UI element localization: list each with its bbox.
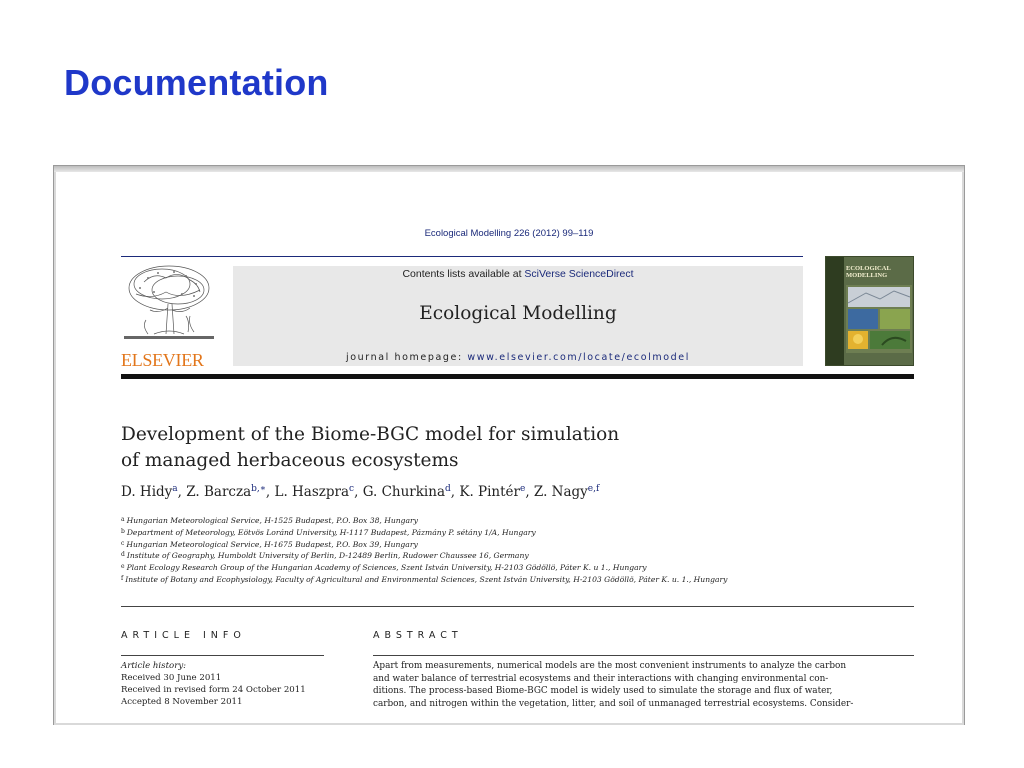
section-divider bbox=[121, 606, 914, 607]
author-affiliation-mark: c bbox=[349, 484, 355, 494]
author-list bbox=[121, 484, 881, 500]
affiliation bbox=[121, 550, 911, 562]
abstract-body bbox=[373, 660, 914, 710]
author-separator: , bbox=[450, 484, 460, 500]
journal-banner bbox=[233, 266, 803, 366]
author-affiliation-mark: a bbox=[172, 484, 178, 494]
affiliation-mark: b bbox=[121, 527, 125, 535]
affiliation bbox=[121, 562, 911, 574]
abstract-line: ditions. The process-based Biome-BGC model is widely used to simulate the storage and flux of water, bbox=[373, 686, 833, 697]
author-separator: , bbox=[354, 484, 363, 500]
author: D. Hidy bbox=[121, 484, 173, 500]
article-history-label: Article history: bbox=[121, 661, 187, 671]
article-title-line-1: Development of the Biome-BGC model for simulation bbox=[121, 424, 620, 445]
affiliation-text: Plant Ecology Research Group of the Hungarian Academy of Sciences, Szent István University, H-2103 Gödöllö, Páter K. u 1., Hungary bbox=[126, 563, 647, 573]
affiliation-mark: c bbox=[121, 539, 125, 547]
author-affiliation-mark: d bbox=[445, 484, 451, 494]
abstract-heading: ABSTRACT bbox=[373, 630, 463, 641]
article-history bbox=[121, 660, 341, 708]
abstract-line: Apart from measurements, numerical models are the most convenient instruments to analyze the carbon bbox=[373, 661, 847, 671]
affiliation-text: Institute of Botany and Ecophysiology, Faculty of Agricultural and Environmental Sciences, Szent István University, H-2103 Gödöllö, Páter K. u. 1., Hungary bbox=[125, 574, 728, 584]
affiliation-mark: a bbox=[121, 516, 125, 523]
journal-name: Ecological Modelling bbox=[419, 303, 617, 324]
affiliation-list bbox=[121, 515, 911, 586]
author-affiliation-mark: b,∗ bbox=[251, 484, 266, 494]
affiliation bbox=[121, 527, 911, 539]
article-title-line-2: of managed herbaceous ecosystems bbox=[121, 450, 459, 471]
affiliation-text: Hungarian Meteorological Service, H-1525 Budapest, P.O. Box 38, Hungary bbox=[126, 516, 418, 525]
article-title bbox=[121, 422, 681, 474]
journal-cover-thumbnail bbox=[825, 256, 914, 366]
affiliation bbox=[121, 574, 911, 586]
paper-screenshot bbox=[53, 165, 965, 725]
author-separator: , bbox=[525, 484, 534, 500]
contents-availability bbox=[233, 268, 803, 280]
affiliation-text: Hungarian Meteorological Service, H-1675 Budapest, P.O. Box 39, Hungary bbox=[126, 539, 418, 549]
author: K. Pintér bbox=[459, 484, 520, 500]
contents-prefix: Contents lists available at bbox=[402, 268, 525, 280]
affiliation bbox=[121, 539, 911, 551]
author-separator: , bbox=[265, 484, 275, 500]
homepage-link[interactable]: www.elsevier.com/locate/ecolmodel bbox=[467, 352, 690, 363]
history-entry: Accepted 8 November 2011 bbox=[121, 697, 243, 707]
abstract-line: and water balance of terrestrial ecosystems and their interactions with changing environmental con- bbox=[373, 673, 829, 684]
history-entry: Received 30 June 2011 bbox=[121, 673, 222, 683]
author: Z. Nagy bbox=[533, 484, 588, 500]
article-info-heading: ARTICLE INFO bbox=[121, 630, 246, 641]
author-separator: , bbox=[177, 484, 187, 500]
affiliation-mark: e bbox=[121, 563, 125, 571]
cover-collage-image bbox=[846, 285, 912, 353]
affiliation-mark: f bbox=[121, 574, 124, 582]
masthead-bottom-rule bbox=[121, 374, 914, 379]
affiliation-text: Institute of Geography, Humboldt University of Berlin, D-12489 Berlin, Rudower Chaussee 16, Germany bbox=[126, 551, 529, 561]
article-info-rule bbox=[121, 655, 324, 656]
elsevier-logo bbox=[121, 264, 217, 368]
masthead-top-rule bbox=[121, 256, 803, 257]
homepage-prefix: journal homepage: bbox=[346, 352, 468, 363]
affiliation bbox=[121, 515, 911, 527]
sciencedirect-link[interactable]: SciVerse ScienceDirect bbox=[524, 268, 634, 280]
journal-reference: Ecological Modelling 226 (2012) 99–119 bbox=[424, 228, 594, 239]
journal-masthead bbox=[121, 256, 914, 368]
elsevier-tree-icon bbox=[124, 264, 214, 344]
author: G. Churkina bbox=[362, 484, 445, 500]
abstract-line: carbon, and nitrogen within the vegetation, litter, and soil of unmanaged terrestrial ecosystems. Consider- bbox=[373, 698, 854, 709]
author: L. Haszpra bbox=[274, 484, 350, 500]
cover-title: ECOLOGICAL MODELLING bbox=[846, 265, 891, 279]
slide-title: Documentation bbox=[64, 62, 329, 103]
author-affiliation-mark: e,f bbox=[587, 484, 600, 494]
affiliation-text: Department of Meteorology, Eötvös Loránd University, H-1117 Budapest, Pázmány P. sétány 1/A, Hungary bbox=[126, 527, 536, 537]
elsevier-wordmark: ELSEVIER bbox=[121, 350, 204, 370]
journal-homepage bbox=[233, 352, 803, 363]
affiliation-mark: d bbox=[121, 551, 125, 559]
abstract-rule bbox=[373, 655, 914, 656]
author-affiliation-mark: e bbox=[520, 484, 526, 494]
history-entry: Received in revised form 24 October 2011 bbox=[121, 685, 306, 695]
cover-spine bbox=[826, 257, 844, 366]
author: Z. Barcza bbox=[186, 484, 252, 500]
